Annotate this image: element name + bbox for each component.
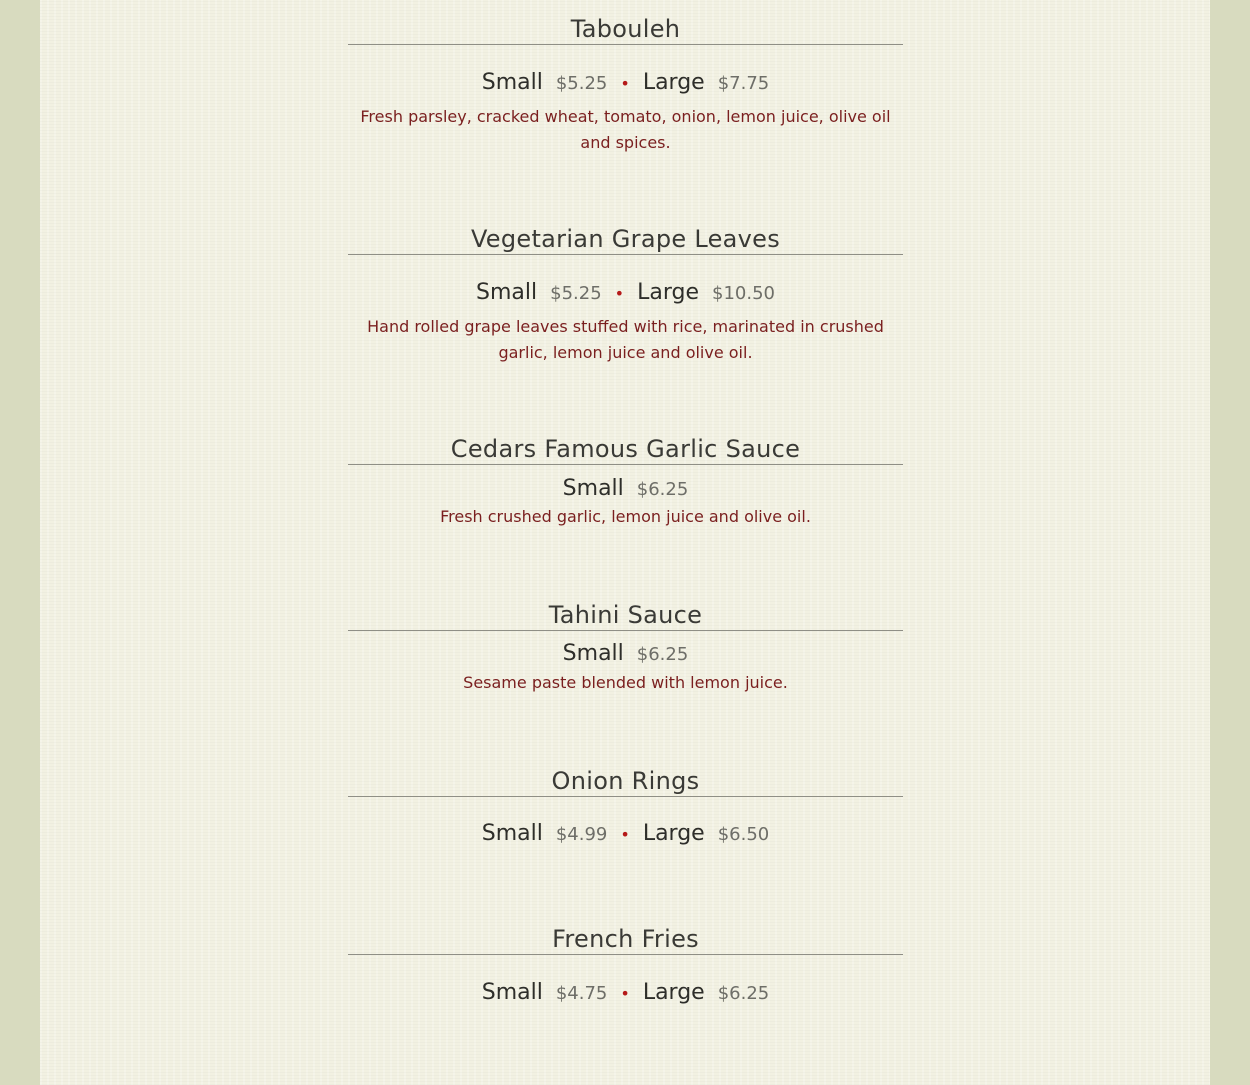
size-label-large: Large — [642, 821, 705, 846]
size-label-small: Small — [562, 476, 624, 501]
item-title: Tahini Sauce — [348, 586, 903, 631]
item-title: French Fries — [348, 910, 903, 955]
item-description: Fresh crushed garlic, lemon juice and olive oil. — [440, 507, 811, 526]
item-prices — [348, 821, 903, 846]
separator-dot: • — [620, 74, 630, 93]
size-label-small: Small — [481, 821, 543, 846]
separator-dot: • — [620, 825, 630, 844]
price-small: $6.25 — [636, 479, 689, 500]
price-small: $4.75 — [555, 983, 608, 1004]
item-prices — [348, 280, 903, 305]
size-label-large: Large — [642, 70, 705, 95]
item-prices — [348, 476, 903, 501]
item-prices — [348, 980, 903, 1005]
item-title: Cedars Famous Garlic Sauce — [348, 420, 903, 465]
price-small: $4.99 — [555, 824, 608, 845]
price-large: $10.50 — [712, 283, 775, 304]
item-description: Hand rolled grape leaves stuffed with rice, marinated in crushed garlic, lemon juice and olive oil. — [367, 317, 884, 362]
size-label-small: Small — [562, 641, 624, 666]
item-prices — [348, 70, 903, 95]
price-small: $5.25 — [555, 73, 608, 94]
menu-paper — [40, 0, 1210, 1085]
separator-dot: • — [620, 984, 630, 1003]
size-label-small: Small — [476, 280, 538, 305]
separator-dot: • — [614, 284, 625, 303]
item-title: Vegetarian Grape Leaves — [348, 210, 903, 255]
price-small: $6.25 — [636, 644, 689, 665]
item-title: Tabouleh — [348, 0, 903, 45]
size-label-large: Large — [642, 980, 705, 1005]
size-label-small: Small — [481, 980, 543, 1005]
item-title: Onion Rings — [348, 752, 903, 797]
size-label-large: Large — [637, 280, 699, 305]
item-description: Fresh parsley, cracked wheat, tomato, onion, lemon juice, olive oil and spices. — [360, 107, 891, 152]
item-prices — [348, 641, 903, 666]
size-label-small: Small — [481, 70, 543, 95]
price-large: $7.75 — [717, 73, 770, 94]
price-large: $6.50 — [717, 824, 770, 845]
price-large: $6.25 — [717, 983, 770, 1004]
item-description: Sesame paste blended with lemon juice. — [463, 673, 788, 692]
price-small: $5.25 — [550, 283, 602, 304]
